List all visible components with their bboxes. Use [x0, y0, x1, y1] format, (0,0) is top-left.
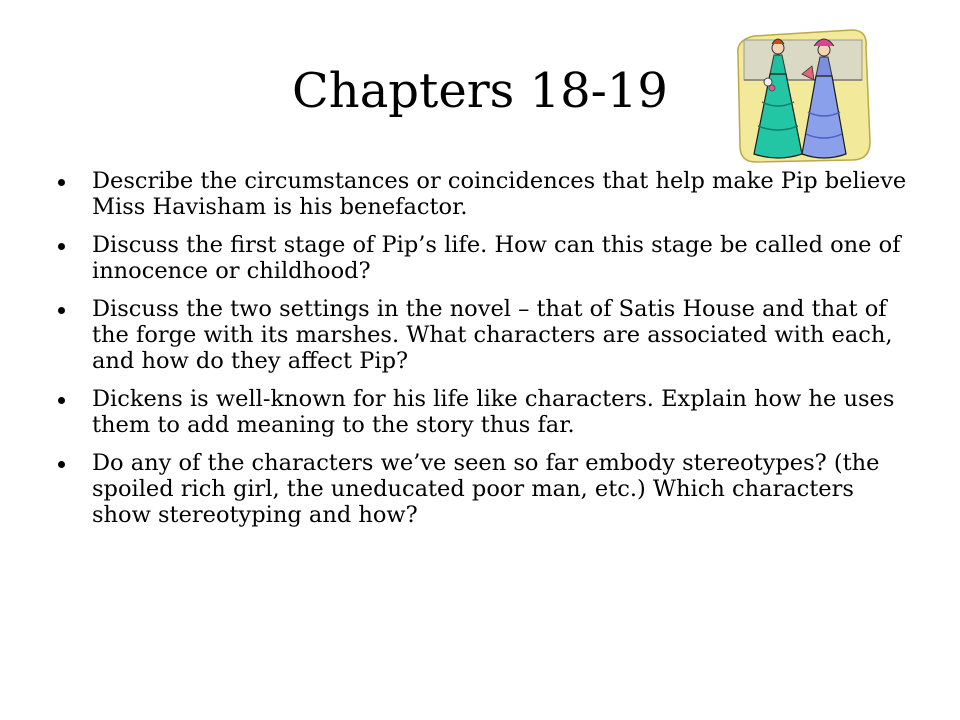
bullet-dot-icon	[58, 243, 65, 250]
bullet-item	[58, 168, 908, 220]
bullet-text: Discuss the first stage of Pip’s life. How can this stage be called one of innocence or childhood?	[92, 232, 901, 284]
bullet-text: Dickens is well-known for his life like characters. Explain how he uses them to add meaning to the story thus far.	[92, 386, 895, 438]
bullet-item	[58, 386, 908, 438]
bullet-text: Discuss the two settings in the novel – that of Satis House and that of the forge with its marshes. What characters are associated with each, and how do they affect Pip?	[92, 296, 893, 374]
bullet-dot-icon	[58, 307, 65, 314]
slide-title: Chapters 18-19	[292, 63, 668, 119]
bullet-dot-icon	[58, 461, 65, 468]
bullet-list	[58, 168, 908, 540]
bullet-dot-icon	[58, 397, 65, 404]
bullet-text: Describe the circumstances or coincidences that help make Pip believe Miss Havisham is his benefactor.	[92, 168, 907, 220]
bullet-item	[58, 296, 908, 374]
bullet-item	[58, 232, 908, 284]
bullet-item	[58, 450, 908, 528]
bullet-text: Do any of the characters we’ve seen so far embody stereotypes? (the spoiled rich girl, the uneducated poor man, etc.) Which characters show stereotyping and how?	[92, 450, 880, 528]
bullet-dot-icon	[58, 179, 65, 186]
